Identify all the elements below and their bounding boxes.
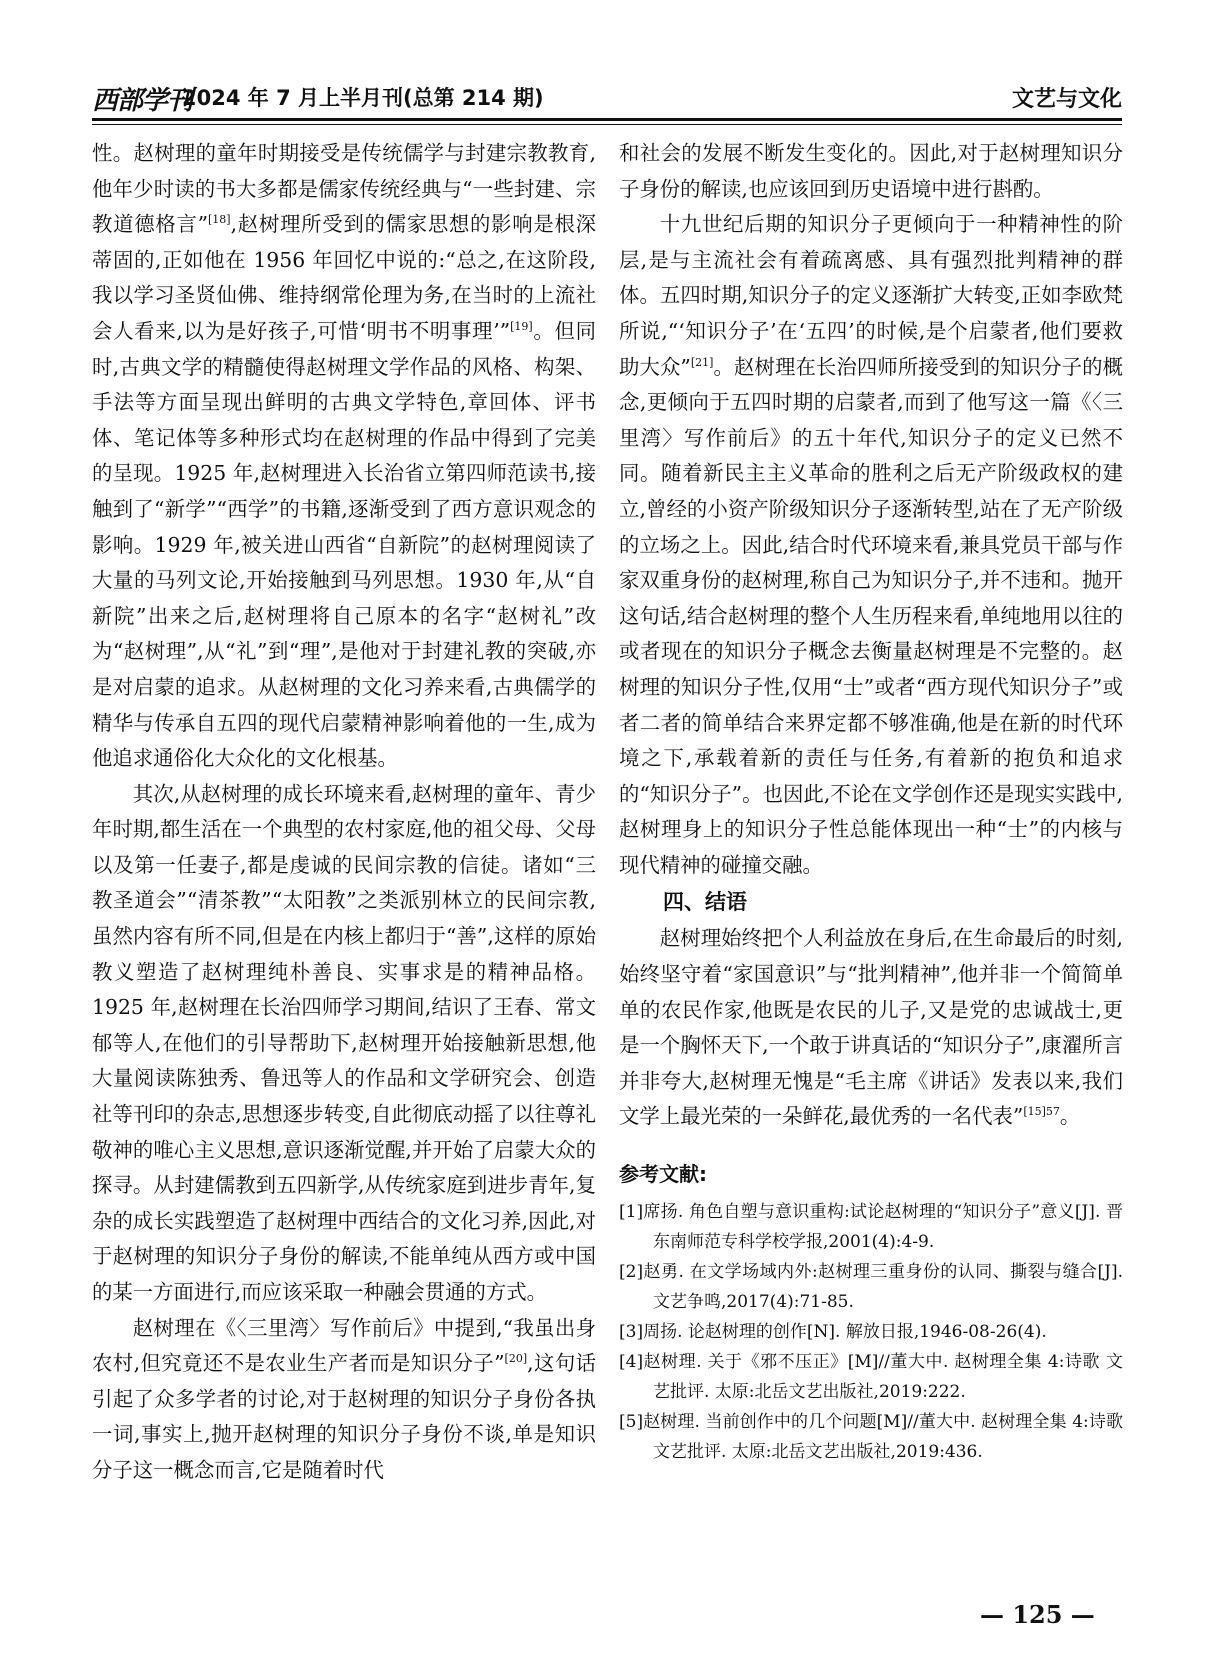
text: 性。赵树理的童年时期接受是传统儒学与封建宗教教育,他年少时读的书大多都是儒家传统经典与“一些封建、宗教道德格言”: [92, 141, 596, 237]
text: 。但同时,古典文学的精髓使得赵树理文学作品的风格、构架、手法等方面呈现出鲜明的古典文学特色,章回体、评书体、笔记体等多种形式均在赵树理的作品中得到了完美的呈现。1925 年,赵树理进入长治省立第四师范读书,接触到了“新学”“西学”的书籍,逐渐受到了西方意识观念的影响。1929 年,被关进山西省“自新院”的赵树理阅读了大量的马列文论,开始接触到马列思想。1930 年,从“自新院”出来之后,赵树理将自己原本的名字“赵树礼”改为“赵树理”,从“礼”到“理”,是他对于封建礼教的突破,亦是对启蒙的追求。从赵树理的文化习养来看,古典儒学的精华与传承自五四的现代启蒙精神影响着他的一生,成为他追求通俗化大众化的文化根基。: [92, 318, 596, 771]
paragraph: [619, 921, 1123, 1135]
citation: [15]57: [1023, 1105, 1060, 1119]
journal-logo: 西部学刊: [92, 86, 193, 116]
section-name: 文艺与文化: [1011, 87, 1122, 112]
text: 赵树理在《〈三里湾〉写作前后》中提到,“我虽出身农村,但究竟还不是农业生产者而是知识分子”: [92, 1315, 596, 1376]
paragraph: 其次,从赵树理的成长环境来看,赵树理的童年、青少年时期,都生活在一个典型的农村家庭,他的祖父母、父母以及第一任妻子,都是虔诚的民间宗教的信徒。诸如“三教圣道会”“清茶教”“太阳教”之类派别林立的民间宗教,虽然内容有所不同,但是在内核上都归于“善”,这样的原始教义塑造了赵树理纯朴善良、实事求是的精神品格。1925 年,赵树理在长治四师学习期间,结识了王春、常文郁等人,在他们的引导帮助下,赵树理开始接触新思想,他大量阅读陈独秀、鲁迅等人的作品和文学研究会、创造社等刊印的杂志,思想逐步转变,自此彻底动摇了以往尊礼敬神的唯心主义思想,意识逐渐觉醒,并开始了启蒙大众的探寻。从封建儒教到五四新学,从传统家庭到进步青年,复杂的成长实践塑造了赵树理中西结合的文化习养,因此,对于赵树理的知识分子身份的解读,不能单纯从西方或中国的某一方面进行,而应该采取一种融会贯通的方式。: [92, 781, 596, 1304]
paragraph: [92, 136, 596, 777]
citation: [21]: [690, 355, 714, 369]
text: ,这句话引起了众多学者的讨论,对于赵树理的知识分子身份各执一词,事实上,抛开赵树理的知识分子身份不谈,单是知识分子这一概念而言,它是随着时代: [92, 1351, 597, 1482]
left-column: [92, 136, 596, 1489]
text: 。: [1059, 1104, 1081, 1129]
reference-item: [1]席扬. 角色自塑与意识重构:试论赵树理的“知识分子”意义[J]. 晋东南师范专科学校学报,2001(4):4-9.: [619, 1201, 1123, 1252]
header-rule-thin: [92, 124, 1122, 125]
paragraph: [92, 1311, 596, 1489]
running-header: [92, 78, 1122, 118]
right-column: [619, 136, 1123, 1467]
reference-item: [4]赵树理. 关于《邪不压正》[M]//董大中. 赵树理全集 4:诗歌 文艺批评. 太原:北岳文艺出版社,2019:222.: [619, 1351, 1123, 1402]
text: ,赵树理所受到的儒家思想的影响是根深蒂固的,正如他在 1956 年回忆中说的:“总之,在这阶段,我以学习圣贤仙佛、维持纲常伦理为务,在当时的上流社会人看来,以为是好孩子,可惜‘明书不明事理’”: [92, 212, 596, 343]
paragraph: 和社会的发展不断发生变化的。因此,对于赵树理知识分子身份的解读,也应该回到历史语境中进行斟酌。: [619, 141, 1123, 201]
text: 。赵树理在长治四师所接受到的知识分子的概念,更倾向于五四时期的启蒙者,而到了他写这一篇《〈三里湾〉写作前后》的五十年代,知识分子的定义已然不同。随着新民主主义革命的胜利之后无产阶级政权的建立,曾经的小资产阶级知识分子逐渐转型,站在了无产阶级的立场之上。因此,结合时代环境来看,兼具党员干部与作家双重身份的赵树理,称自己为知识分子,并不违和。抛开这句话,结合赵树理的整个人生历程来看,单纯地用以往的或者现在的知识分子概念去衡量赵树理是不完整的。赵树理的知识分子性,仅用“士”或者“西方现代知识分子”或者二者的简单结合来界定都不够准确,他是在新的时代环境之下,承载着新的责任与任务,有着新的抱负和追求的“知识分子”。也因此,不论在文学创作还是现实实践中,赵树理身上的知识分子性总能体现出一种“士”的内核与现代精神的碰撞交融。: [619, 354, 1123, 877]
text: 赵树理始终把个人利益放在身后,在生命最后的时刻,始终坚守着“家国意识”与“批判精神”,他并非一个简简单单的农民作家,他既是农民的儿子,又是党的忠诚战士,更是一个胸怀天下,一个敢于讲真话的“知识分子”,康濯所言并非夸大,赵树理无愧是“毛主席《讲话》发表以来,我们文学上最光荣的一朵鲜花,最优秀的一名代表”: [619, 926, 1123, 1129]
reference-item: [5]赵树理. 当前创作中的几个问题[M]//董大中. 赵树理全集 4:诗歌 文艺批评. 太原:北岳文艺出版社,2019:436.: [619, 1411, 1123, 1462]
reference-item: [2]赵勇. 在文学场域内外:赵树理三重身份的认同、撕裂与缝合[J]. 文艺争鸣,2017(4):71-85.: [619, 1261, 1123, 1312]
citation: [20]: [504, 1352, 528, 1366]
page-number: — 125 —: [980, 1600, 1095, 1629]
citation: [18]: [208, 213, 231, 227]
header-rule: [92, 118, 1122, 121]
citation: [19]: [510, 319, 533, 333]
reference-item: [3]周扬. 论赵树理的创作[N]. 解放日报,1946-08-26(4).: [619, 1321, 1047, 1342]
issue-info: 2024 年 7 月上半月刊(总第 214 期): [182, 86, 544, 110]
section-heading: 四、结语: [663, 890, 747, 915]
references-heading: 参考文献:: [619, 1162, 707, 1187]
text: 十九世纪后期的知识分子更倾向于一种精神性的阶层,是与主流社会有着疏离感、具有强烈批判精神的群体。五四时期,知识分子的定义逐渐扩大转变,正如李欧梵所说,“‘知识分子’在‘五四’的时候,是个启蒙者,他们要救助大众”: [619, 212, 1123, 379]
paragraph: [619, 207, 1123, 883]
